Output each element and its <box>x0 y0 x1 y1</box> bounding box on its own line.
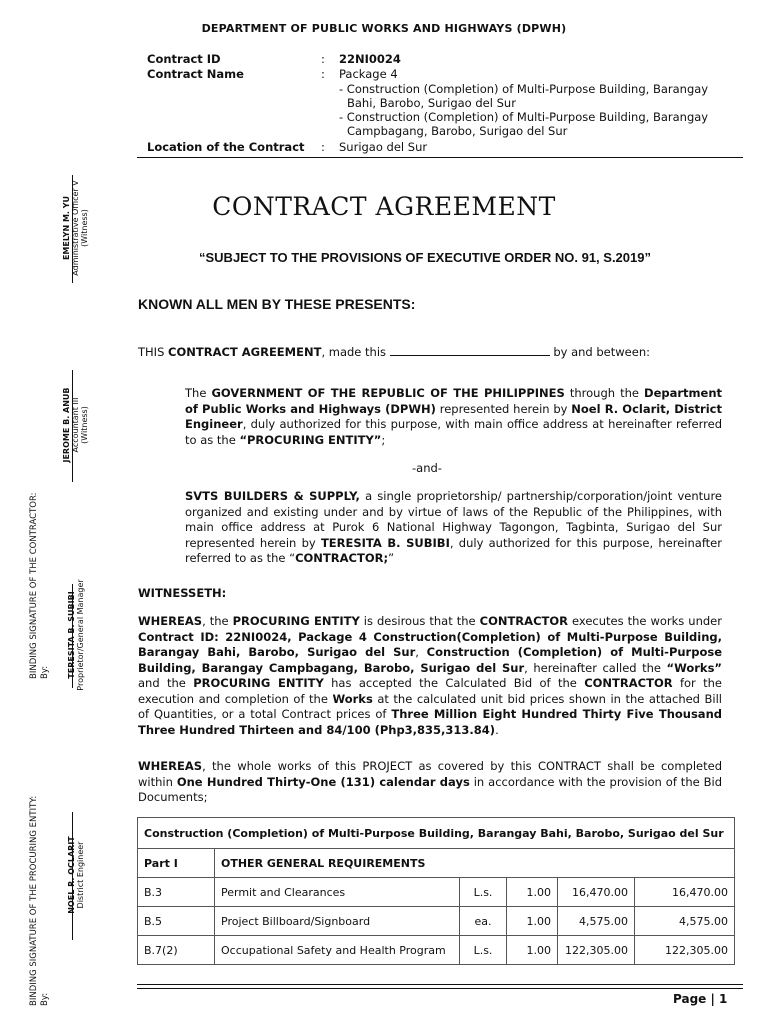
witness-2-signature-block <box>62 365 98 485</box>
witness-2-position: Accountant III <box>71 397 80 453</box>
bold-text: PROCURING ENTITY <box>232 614 360 628</box>
by-label: By: <box>40 665 50 679</box>
contract-header <box>0 50 768 160</box>
item-amount: 122,305.00 <box>635 936 735 965</box>
intro-text: , made this <box>321 345 387 359</box>
bold-text: Contract ID: 22NI0024, Package 4 Construction(Completion) of Multi-Purpose Building, Barangay Bahi, Barobo, Surigao del Sur <box>138 629 722 659</box>
bold-text: “Works” <box>666 660 722 675</box>
bold-text: WHEREAS <box>138 759 203 773</box>
text: , hereinafter called the <box>524 660 667 675</box>
whereas-paragraph-1 <box>138 614 722 738</box>
contractor-binding-signature-label <box>29 489 51 679</box>
table-row <box>138 878 735 907</box>
contractor-signatory-name: TERESITA B. SUBIBI <box>67 591 76 679</box>
item-quantity: 1.00 <box>507 936 558 965</box>
item-code: B.7(2) <box>138 936 215 965</box>
item-unit: L.s. <box>460 936 507 965</box>
bold-text: One Hundred Thirty-One (131) calendar days <box>176 774 470 789</box>
item-unit-price: 4,575.00 <box>558 907 635 936</box>
engineer-position: District Engineer <box>76 841 85 909</box>
text: for the execution and completion of the <box>138 676 722 706</box>
contractor-signature-block <box>67 575 93 695</box>
table-heading-row <box>138 818 735 849</box>
page-number: Page | 1 <box>673 992 728 1006</box>
item-unit-price: 122,305.00 <box>558 936 635 965</box>
header-divider <box>137 157 743 158</box>
document-title: CONTRACT AGREEMENT <box>212 192 556 221</box>
government-paragraph <box>185 386 722 448</box>
item-description: Permit and Clearances <box>215 878 460 907</box>
text: ; <box>381 432 386 447</box>
bold-text: CONTRACTOR <box>479 614 568 628</box>
part-label: Part I <box>138 849 215 878</box>
text: in accordance with the provision of the Bid Documents; <box>138 774 722 804</box>
text: , <box>415 645 427 659</box>
contract-name-line: - Construction (Completion) of Multi-Purpose Building, Barangay <box>339 82 709 96</box>
whereas-paragraph-2 <box>138 759 722 806</box>
contract-name-label: Contract Name <box>147 67 244 81</box>
footer-divider <box>137 988 743 989</box>
text: is desirous that the <box>359 614 480 628</box>
bold-text: Department of Public Works and Highways (DPWH) <box>185 386 723 416</box>
text: a single proprietorship/ partnership/corporation/joint venture organized and existing under and by virtue of laws of the Republic of the Philippines, with main office address at Purok 6 National Highway Tagongon, Tagbinta, Surigao del Sur represented herein by <box>185 489 722 550</box>
text: at the calculated unit bid prices shown in the attached Bill of Quantities, or a total Contract prices of <box>138 691 722 721</box>
text: ” <box>388 551 395 565</box>
witnesseth-heading: WITNESSETH: <box>138 586 227 600</box>
item-unit: ea. <box>460 907 507 936</box>
item-quantity: 1.00 <box>507 878 558 907</box>
witness-2-role: (Witness) <box>80 406 89 444</box>
witness-2-name: JEROME B. ANUB <box>62 387 71 463</box>
witness-1-position: Administrative Officer V <box>71 180 80 276</box>
bold-text: GOVERNMENT OF THE REPUBLIC OF THE PHILIPPINES <box>211 386 565 400</box>
bold-text: “PROCURING ENTITY” <box>239 432 382 447</box>
location-label: Location of the Contract <box>147 140 305 154</box>
bold-text: SVTS BUILDERS & SUPPLY, <box>185 489 360 503</box>
known-all-men: KNOWN ALL MEN BY THESE PRESENTS: <box>138 296 416 312</box>
binding-label: BINDING SIGNATURE OF THE CONTRACTOR: <box>29 492 39 679</box>
contractor-paragraph <box>185 489 722 567</box>
procuring-entity-binding-signature-label <box>29 776 51 1006</box>
date-blank <box>390 344 550 356</box>
item-code: B.5 <box>138 907 215 936</box>
intro-text: by and between: <box>553 345 650 359</box>
engineer-signature-block <box>67 815 93 935</box>
table-row <box>138 907 735 936</box>
witness-1-signature-block <box>62 168 98 288</box>
and-separator: -and- <box>412 461 442 475</box>
text: , duly authorized for this purpose, hereinafter referred to as the “ <box>185 535 722 565</box>
item-quantity: 1.00 <box>507 907 558 936</box>
text: through the <box>564 386 645 400</box>
item-amount: 4,575.00 <box>635 907 735 936</box>
table-heading: Construction (Completion) of Multi-Purpose Building, Barangay Bahi, Barobo, Surigao del Sur <box>138 818 735 849</box>
item-unit: L.s. <box>460 878 507 907</box>
contract-name-line: Bahi, Barobo, Surigao del Sur <box>347 96 516 110</box>
bold-text: TERESITA B. SUBIBI <box>320 535 450 550</box>
bold-text: PROCURING ENTITY <box>193 676 324 690</box>
colon: : <box>321 67 325 81</box>
text: , the whole works of this PROJECT as covered by this CONTRACT shall be completed within <box>138 759 722 789</box>
by-label: By: <box>40 992 50 1006</box>
intro-text: THIS <box>138 345 169 359</box>
table-part-row <box>138 849 735 878</box>
bold-text: WHEREAS <box>138 614 203 628</box>
item-description: Occupational Safety and Health Program <box>215 936 460 965</box>
bill-of-quantities-table <box>137 817 735 965</box>
bold-text: CONTRACTOR <box>584 676 673 690</box>
text: The <box>185 386 212 400</box>
footer-divider <box>137 984 743 985</box>
subject-line: “SUBJECT TO THE PROVISIONS OF EXECUTIVE ORDER NO. 91, S.2019” <box>199 250 651 265</box>
text: , the <box>202 614 233 628</box>
bold-text: CONTRACTOR; <box>295 551 389 565</box>
contract-id-label: Contract ID <box>147 52 221 66</box>
contract-name-line: Package 4 <box>339 67 398 81</box>
contract-name-line: - Construction (Completion) of Multi-Purpose Building, Barangay <box>339 110 709 124</box>
table-row <box>138 936 735 965</box>
bold-text: Noel R. Oclarit, District Engineer <box>185 401 722 431</box>
text: executes the works under <box>567 614 722 628</box>
engineer-name: NOEL R. OCLARIT <box>67 836 76 914</box>
department-heading: DEPARTMENT OF PUBLIC WORKS AND HIGHWAYS (DPWH) <box>201 22 567 35</box>
item-description: Project Billboard/Signboard <box>215 907 460 936</box>
contract-name-line: Campbagang, Barobo, Surigao del Sur <box>347 124 568 138</box>
bold-text: Construction (Completion) of Multi-Purpose Building, Barangay Campbagang, Barobo, Surigao del Sur <box>138 645 723 675</box>
intro-bold: CONTRACT AGREEMENT <box>168 345 322 359</box>
part-title: OTHER GENERAL REQUIREMENTS <box>215 849 735 878</box>
colon: : <box>321 140 325 154</box>
bold-text: Works <box>332 691 373 706</box>
item-code: B.3 <box>138 878 215 907</box>
item-unit-price: 16,470.00 <box>558 878 635 907</box>
witness-1-name: EMELYN M. YU <box>62 195 71 261</box>
colon: : <box>321 52 325 66</box>
text: has accepted the Calculated Bid of the <box>323 676 585 690</box>
item-amount: 16,470.00 <box>635 878 735 907</box>
text: represented herein by <box>435 401 572 416</box>
binding-label: BINDING SIGNATURE OF THE PROCURING ENTITY: <box>29 795 39 1006</box>
text: and the <box>138 676 194 690</box>
contractor-signatory-position: Proprietor/General Manager <box>76 579 85 691</box>
bold-text: Three Million Eight Hundred Thirty Five Thousand Three Hundred Thirteen and 84/100 (Php3,835,313.84) <box>138 707 722 737</box>
location-value: Surigao del Sur <box>339 140 428 154</box>
witness-1-role: (Witness) <box>80 209 89 247</box>
text: . <box>495 722 499 737</box>
text: , duly authorized for this purpose, with main office address at hereinafter referred to as the <box>185 417 722 447</box>
contract-id-value: 22NI0024 <box>339 52 401 66</box>
intro-line <box>138 344 738 361</box>
